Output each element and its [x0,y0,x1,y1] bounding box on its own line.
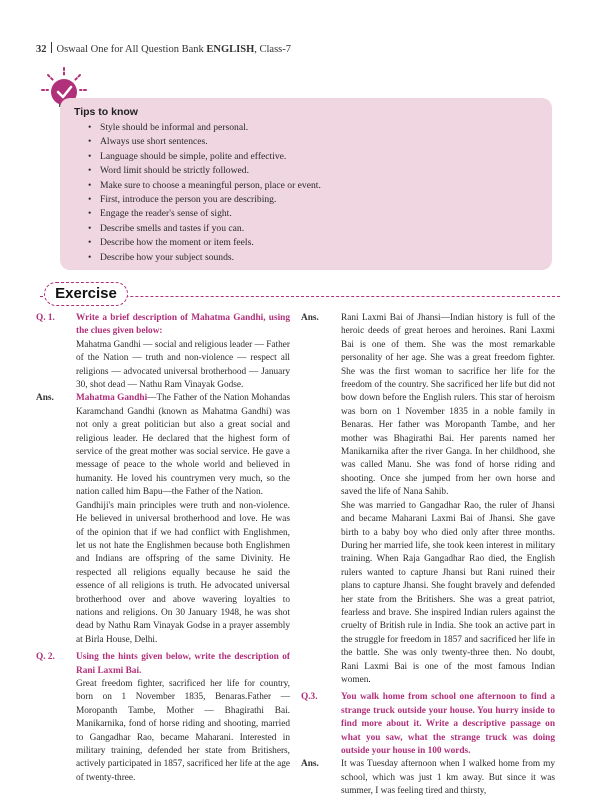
right-column [301,312,555,799]
tip-item: • Engage the reader's sense of sight. [88,207,542,221]
q3-label: Q.3. [301,692,318,703]
left-column [36,312,290,785]
q3-question: You walk home from school one afternoon to find a strange truck outside your house. You hurry inside to find more about it. Write a descriptive passage on what you saw, what the strange truck was doing outside your house in 100 words. [341,692,555,756]
tips-box [60,98,552,270]
answer-2 [301,312,555,687]
a1-body: —The Father of the Nation Mohandas Karamchand Gandhi (known as Mahatma Gandhi) was not only a great politician but also a great social and religious leader. He declared that the highest form of service of the great mother was social service. He gave a message of peace to the whole world and believed in humanity. He loved his countrymen very much, so the nation called him Bapu—the Father of the Nation. [76,393,291,498]
page-header [36,42,291,55]
book-subject: ENGLISH [206,44,255,55]
answer-3 [301,758,555,798]
exercise-heading: Exercise [44,282,128,306]
q2-label: Q. 2. [36,652,55,663]
q1-label: Q. 1. [36,313,55,323]
a1-label: Ans. [36,393,54,404]
book-series: Oswaal One for All Question Bank [56,44,204,55]
question-2 [36,651,290,785]
a2-paragraph-1: Rani Laxmi Bai of Jhansi—Indian history is full of the heroic deeds of great heroes and heroines. Rani Laxmi Bai is one of them. She was the most remarkable personality of her age. She was a great freedom fighter. She was the first woman to sacrifice her life for the freedom of the country. She sacrificed her life but did not bow down before the English rulers. This star of heroism was born on 1 November 1835 in a noble family in Benaras. Her father was Moropanth Tambe, and her mother was Bhagirathi Bai. Her parents named her Manikarnika after the river Ganga. In her childhood, she was called Manu. She was fond of horse riding and shooting. Once she jumped from her own horse and saved the life of Nana Sahib. [341,313,555,498]
page-number: 32 [36,44,47,55]
tip-item: • Style should be informal and personal. [88,121,542,135]
question-3 [301,691,555,758]
a2-label: Ans. [301,313,319,323]
header-divider [51,42,52,53]
q2-question: Using the hints given below, write the description of Rani Laxmi Bai. [76,652,290,676]
a1-title: Mahatma Gandhi [76,393,148,404]
tip-item: • Describe how the moment or item feels. [88,236,542,250]
tip-item: • Word limit should be strictly followed. [88,164,542,178]
question-1 [36,312,290,392]
a3-body: It was Tuesday afternoon when I walked home from my school, which was just 1 km away. But since it was summer, I was feeling tired and thirsty, [341,759,555,797]
tip-item: • Make sure to choose a meaningful person, place or event. [88,179,542,193]
tip-item: • Language should be simple, polite and effective. [88,150,542,164]
tip-item: • Describe how your subject sounds. [88,251,542,265]
q2-hints: Great freedom fighter, sacrificed her life for country, born on 1 November 1835, Benaras.Father — Moropanth Tambe, Mother — Bhagirathi Bai. Manikarnika, fond of horse riding and shooting, married to Gangadhar Rao, became Maharani. Interested in military training, defended her state from Britishers, actively participated in 1857, sacrificed her life at the age of twenty-three. [76,678,290,783]
tip-item: • Describe smells and tastes if you can. [88,222,542,236]
tip-item: • Always use short sentences. [88,135,542,149]
a2-paragraph-2: She was married to Gangadhar Rao, the ruler of Jhansi and became Maharani Laxmi Bai of Jhansi. She gave birth to a baby boy who died only after three months. During her married life, she took keen interest in military training. When Raja Gangadhar Rao died, the English rulers wanted to capture Jhansi but Rani ruined their plans to capture Jhansi. She fought bravely and defended her state from the Britishers. She was a great patriot, fearless and brave. She inspired Indian rulers against the cruelty of British rule in India. She took an active part in the struggle for freedom in 1857 and sacrificed her life in the battle. She was only twenty-three then. No doubt, Rani Laxmi Bai is one of the most famous Indian women. [341,500,555,685]
q1-question: Write a brief description of Mahatma Gandhi, using the clues given below: [76,313,290,337]
answer-1 [36,392,290,647]
q1-clues: Mahatma Gandhi — social and religious leader — Father of the Nation — truth and non-violence — respect all religions — advocated universal brotherhood — January 30, shot dead — Nathu Ram Vinayak Godse. [76,339,290,391]
book-class: , Class-7 [254,44,292,55]
tip-item: • First, introduce the person you are describing. [88,193,542,207]
tips-title: Tips to know [74,106,138,118]
a1-body-2: Gandhiji's main principles were truth and non-violence. He believed in universal brotherhood and love. He was of the opinion that if we had conflict with Englishmen, let us not hate the Englishmen because both Englishmen and Indians are offspring of the same Divinity. He respected all religions equally because he said the essence of all religions is truth. He advocated universal brotherhood over and above wavering loyalties to nations and religions. On 30 January 1948, he was shot dead by Nathu Ram Vinayak Godse in a prayer assembly at Birla House, Delhi. [76,500,290,645]
tips-list [74,121,542,265]
a3-label: Ans. [301,759,319,770]
